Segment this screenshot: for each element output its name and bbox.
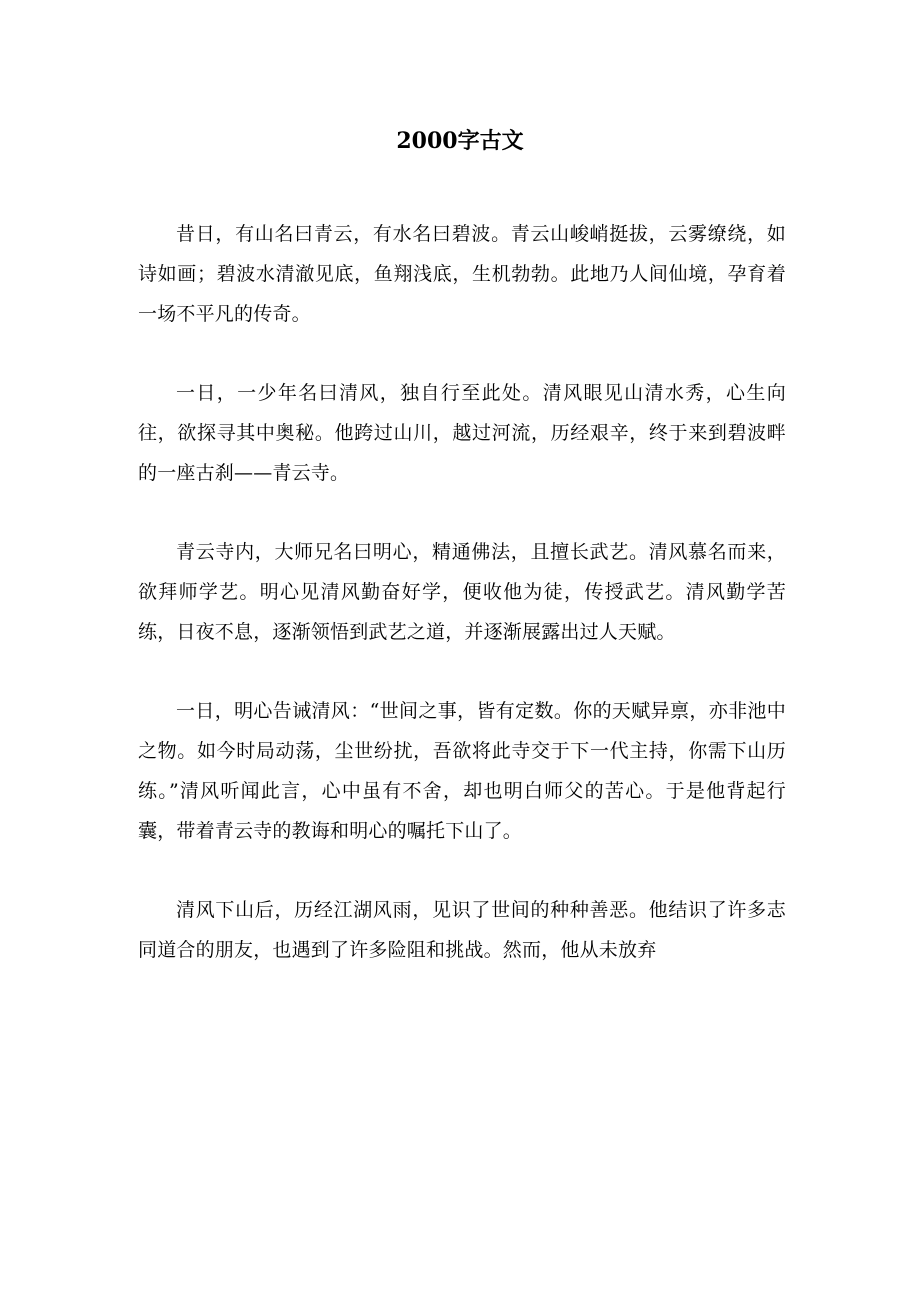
document-title (0, 124, 920, 158)
title-text: 字古文 (457, 128, 524, 154)
document-body (138, 214, 786, 970)
title-number: 2000 (396, 128, 458, 154)
paragraph: 昔日，有山名曰青云，有水名曰碧波。青云山峻峭挺拔，云雾缭绕，如诗如画；碧波水清澈见底，鱼翔浅底，生机勃勃。此地乃人间仙境，孕育着一场不平凡的传奇。 (138, 223, 786, 325)
paragraph: 青云寺内，大师兄名曰明心，精通佛法，且擅长武艺。清风慕名而来，欲拜师学艺。明心见清风勤奋好学，便收他为徒，传授武艺。清风勤学苦练，日夜不息，逐渐领悟到武艺之道，并逐渐展露出过人天赋。 (138, 541, 786, 643)
paragraph: 清风下山后，历经江湖风雨，见识了世间的种种善恶。他结识了许多志同道合的朋友，也遇到了许多险阻和挑战。然而，他从未放弃 (138, 899, 786, 961)
paragraph: 一日，明心告诫清风：“世间之事，皆有定数。你的天赋异禀，亦非池中之物。如今时局动荡，尘世纷扰，吾欲将此寺交于下一代主持，你需下山历练。”清风听闻此言，心中虽有不舍，却也明白师父的苦心。于是他背起行囊，带着青云寺的教诲和明心的嘱托下山了。 (138, 700, 786, 842)
paragraph: 一日，一少年名曰清风，独自行至此处。清风眼见山清水秀，心生向往，欲探寻其中奥秘。他跨过山川，越过河流，历经艰辛，终于来到碧波畔的一座古刹——青云寺。 (138, 382, 786, 484)
